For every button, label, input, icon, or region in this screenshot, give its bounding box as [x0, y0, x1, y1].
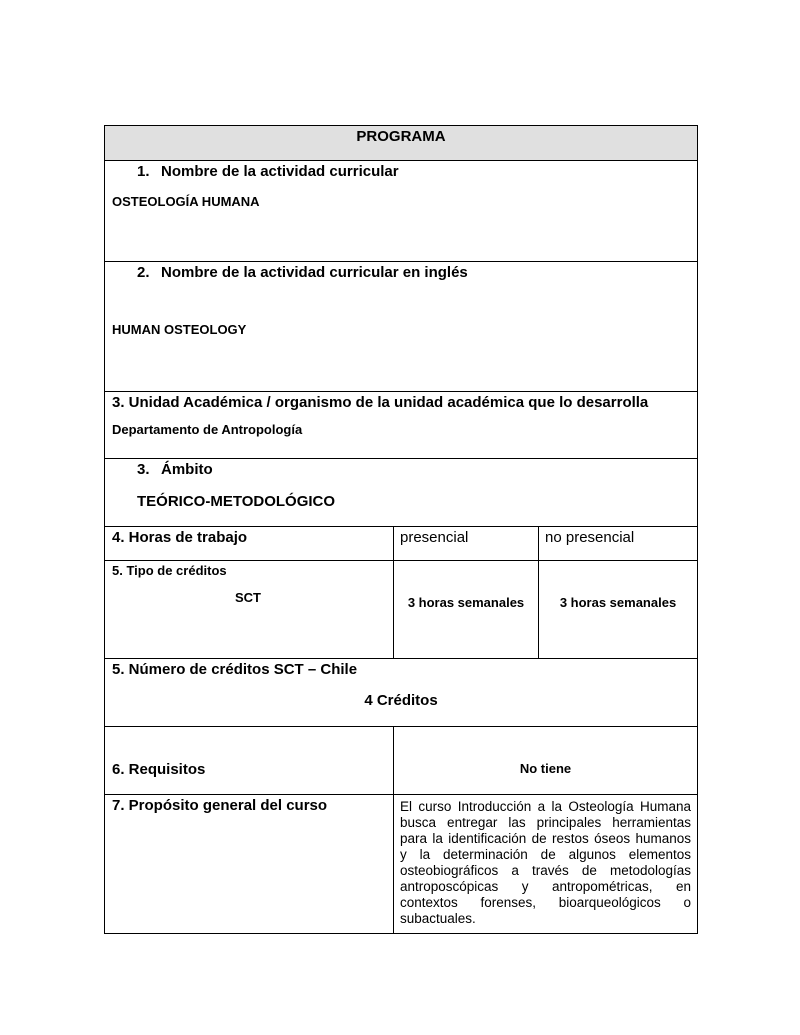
presencial-hours-value: 3 horas semanales [407, 595, 525, 610]
section-scope-row [105, 459, 698, 527]
purpose-label: 7. Propósito general del curso [112, 797, 328, 814]
credits-number-value: 4 Créditos [364, 692, 438, 709]
no-presencial-cell [539, 527, 698, 561]
scope-number: 3. [137, 461, 150, 478]
purpose-label-cell [105, 795, 394, 934]
requirements-label: 6. Requisitos [112, 761, 206, 778]
no-presencial-label: no presencial [545, 529, 635, 546]
no-presencial-hours-cell [539, 561, 698, 659]
section-6-row [105, 727, 698, 795]
presencial-hours-cell [394, 561, 539, 659]
section-3-label: 3. Unidad Académica / organismo de la unidad académica que lo desarrolla [112, 394, 649, 411]
course-name-value: OSTEOLOGÍA HUMANA [112, 194, 260, 209]
program-title: PROGRAMA [356, 128, 446, 145]
section-2-row [105, 262, 698, 392]
section-4-row [105, 527, 698, 561]
section-3-cell [105, 392, 698, 459]
purpose-value-cell [394, 795, 698, 934]
program-table [104, 125, 698, 934]
section-3-row [105, 392, 698, 459]
scope-label: Ámbito [161, 461, 213, 478]
credit-type-cell [105, 561, 394, 659]
section-1-heading [105, 163, 697, 180]
header-row [105, 126, 698, 161]
presencial-label: presencial [400, 529, 469, 546]
requirements-value-cell [394, 727, 698, 795]
section-1-cell [105, 161, 698, 262]
section-2-cell [105, 262, 698, 392]
program-title-cell [105, 126, 698, 161]
scope-value: TEÓRICO-METODOLÓGICO [137, 493, 336, 510]
credits-number-cell [105, 659, 698, 727]
section-5b-row [105, 659, 698, 727]
purpose-text: El curso Introducción a la Osteología Humana busca entregar las principales herramientas para la identificación de restos óseos humanos y la determinación de algunos elementos osteobiográficos a través de metodologías antroposcópicas y antropométricas, en contextos forenses, bioarqueológicos o subactuales. [400, 799, 692, 926]
section-1-number: 1. [137, 163, 150, 180]
section-1-label: Nombre de la actividad curricular [161, 163, 399, 180]
section-1-row [105, 161, 698, 262]
credit-type-value: SCT [235, 590, 261, 605]
section-2-number: 2. [137, 264, 150, 281]
section-scope-cell [105, 459, 698, 527]
no-presencial-hours-value: 3 horas semanales [559, 595, 677, 610]
work-hours-label-cell [105, 527, 394, 561]
requirements-value: No tiene [519, 761, 572, 776]
academic-unit-value: Departamento de Antropología [112, 422, 303, 437]
requirements-label-cell [105, 727, 394, 795]
english-name-value: HUMAN OSTEOLOGY [112, 322, 247, 337]
credit-type-label: 5. Tipo de créditos [112, 563, 227, 578]
section-2-label: Nombre de la actividad curricular en inglés [161, 264, 468, 281]
presencial-cell [394, 527, 539, 561]
section-2-heading [105, 264, 697, 281]
scope-heading [105, 461, 697, 478]
section-5a-row [105, 561, 698, 659]
work-hours-label: 4. Horas de trabajo [112, 529, 248, 546]
credits-number-label: 5. Número de créditos SCT – Chile [112, 661, 358, 678]
section-7-row [105, 795, 698, 934]
